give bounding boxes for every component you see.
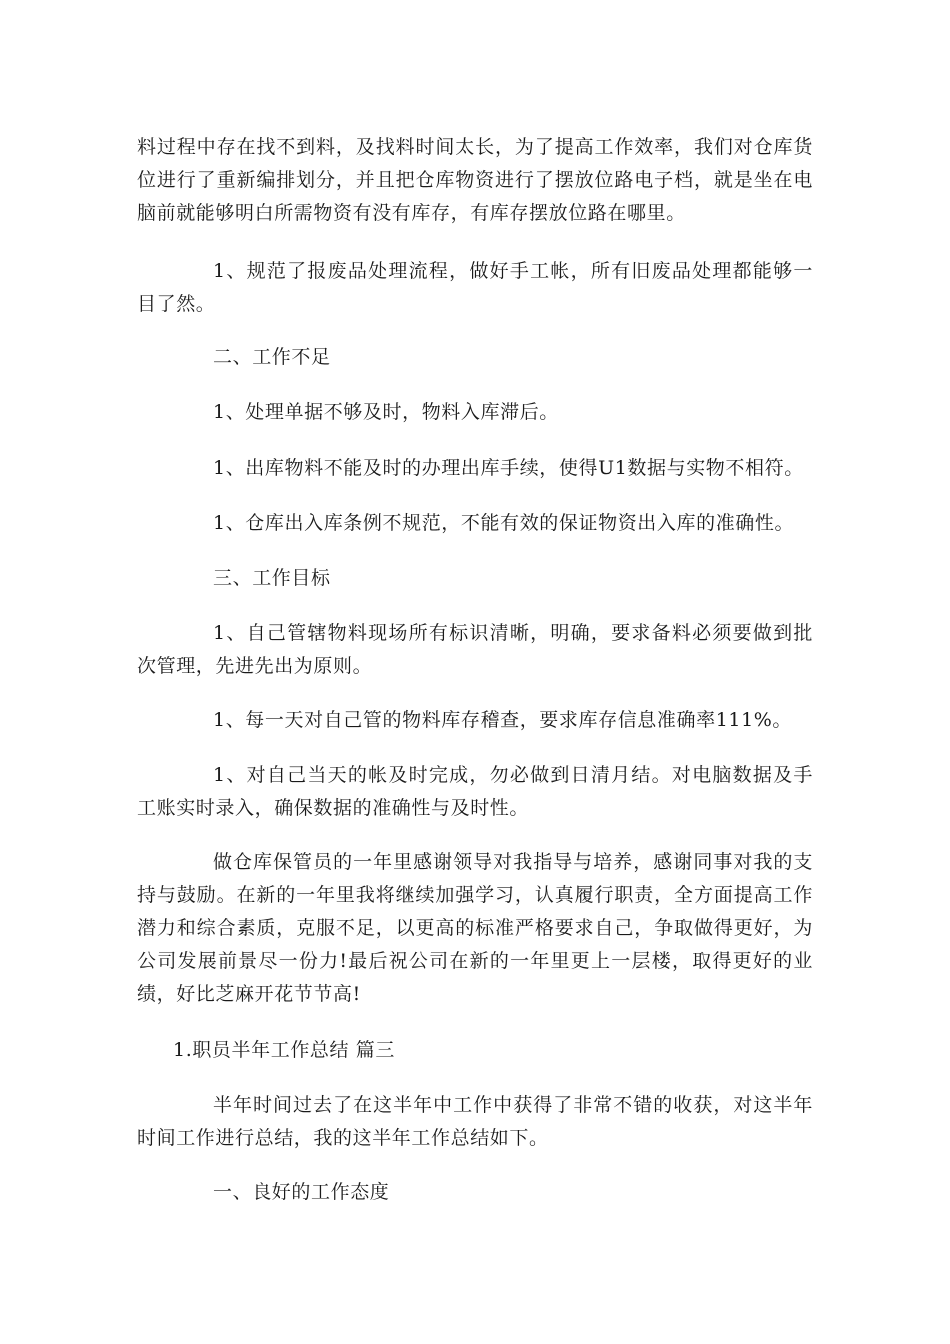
paragraph-inventory-audit: 1、每一天对自己管的物料库存稽查，要求库存信息准确率111%。 [213, 709, 793, 731]
paragraph-closing-thanks: 做仓库保管员的一年里感谢领导对我指导与培养，感谢同事对我的支持与鼓励。在新的一年里我将继续加强学习，认真履行职责，全方面提高工作潜力和综合素质，克服不足，以更高的标准严格要求自己，争取做得更好，为公司发展前景尽一份力!最后祝公司在新的一年里更上一层楼，取得更好的业绩，好比芝麻开花节节高! [137, 851, 813, 1005]
paragraph-warehouse-rules: 1、仓库出入库条例不规范，不能有效的保证物资出入库的准确性。 [213, 512, 795, 534]
heading-shortcomings: 二、工作不足 [213, 346, 331, 368]
paragraph-material-labeling: 1、自己管辖物料现场所有标识清晰，明确，要求备料必须要做到批次管理，先进先出为原则。 [137, 622, 813, 677]
heading-work-goals: 三、工作目标 [213, 567, 331, 589]
paragraph-daily-accounts: 1、对自己当天的帐及时完成，勿必做到日清月结。对电脑数据及手工账实时录入，确保数据的准确性与及时性。 [137, 764, 813, 819]
paragraph-scrap-process: 1、规范了报废品处理流程，做好手工帐，所有旧废品处理都能够一目了然。 [137, 260, 813, 315]
paragraph-half-year-intro: 半年时间过去了在这半年中工作中获得了非常不错的收获，对这半年时间工作进行总结，我的这半年工作总结如下。 [137, 1094, 813, 1149]
paragraph-receipt-delay: 1、处理单据不够及时，物料入库滞后。 [213, 401, 559, 423]
paragraph-outbound-procedure: 1、出库物料不能及时的办理出库手续，使得U1数据与实物不相符。 [213, 457, 804, 479]
heading-good-attitude: 一、良好的工作态度 [213, 1181, 390, 1203]
section-title-part-three: 1.职员半年工作总结 篇三 [173, 1039, 395, 1061]
paragraph-warehouse-relocation: 料过程中存在找不到料，及找料时间太长，为了提高工作效率，我们对仓库货位进行了重新编排划分，并且把仓库物资进行了摆放位路电子档，就是坐在电脑前就能够明白所需物资有没有库存，有库存摆放位路在哪里。 [137, 136, 813, 224]
